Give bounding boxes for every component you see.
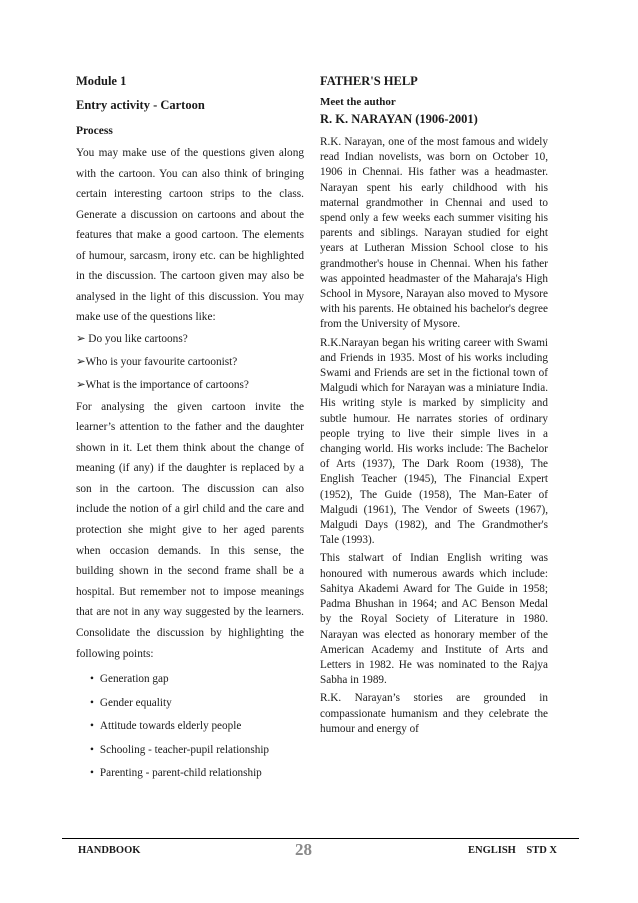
point-item: • Attitude towards elderly people xyxy=(90,715,304,739)
point-item: • Schooling - teacher-pupil relationship xyxy=(90,739,304,763)
awards-paragraph: This stalwart of Indian English writing was honoured with numerous awards which include: Sahitya Akademi Award for The Guide in 1958; Padma Bhushan in 1964; and AC Benson Medal by the Royal Society of Literature in 1980. Narayan was elected as honorary member of the American Academy and Institute of Arts and Letters in 1982. He was nominated to the Rajya Sabha in 1989. xyxy=(320,552,548,687)
page-number: 28 xyxy=(295,840,312,859)
footer-handbook: HANDBOOK xyxy=(78,845,141,856)
point-item: • Parenting - parent-child relationship xyxy=(90,762,304,786)
author-bio-paragraph: R.K. Narayan, one of the most famous and widely read Indian novelists, was born on October 10, 1906 in Chennai. His father was a headmaster. Narayan spent his early childhood with his maternal grandmother in Chennai and used to spend only a few weeks each summer visiting his parents and siblings. Narayan studied for eight years at Lutheran Mission School close to his grandmother's house in Chennai. When his father was appointed headmaster of the Maharaja's High School in Mysore, Narayan also moved to Mysore with his parents. He obtained his bachelor's degree from the University of Mysore. xyxy=(320,136,548,331)
question-item: ➢Who is your favourite cartoonist? xyxy=(76,355,238,368)
question-item: ➢ Do you like cartoons? xyxy=(76,332,188,345)
footer-divider xyxy=(62,838,579,839)
process-heading: Process xyxy=(76,125,113,137)
question-list xyxy=(76,328,304,397)
career-paragraph: R.K.Narayan began his writing career with Swami and Friends in 1935. Most of his works including Swami and Friends are set in the fictional town of Malgudi which for Narayan was a miniature India. His writing style is marked by simplicity and subtle humour. He narrates stories of ordinary people trying to live their simple lives in a changing world. His works include: The Bachelor of Arts (1937), The Dark Room (1938), The English Teacher (1945), The Financial Expert (1952), The Guide (1958), The Man-Eater of Malgudi (1961), The Vendor of Sweets (1967), Malgudi Days (1982), and The Grandmother's Tale (1993). xyxy=(320,336,548,547)
left-column xyxy=(76,74,304,786)
right-column xyxy=(320,74,548,737)
point-item: • Gender equality xyxy=(90,692,304,716)
author-name: R. K. NARAYAN (1906-2001) xyxy=(320,112,478,126)
question-item: ➢What is the importance of cartoons? xyxy=(76,378,249,391)
points-list xyxy=(76,668,304,786)
analysis-paragraph: For analysing the given cartoon invite the learner’s attention to the father and the daughter shown in it. Let them think about the change of meaning (if any) if the daughter is replaced by a son in the cartoon. The discussion can also include the notion of a girl child and the care and protection she might give to her aged parents when occasion demands. In this sense, the building shown in the second frame shall be a hospital. But remember not to impose meanings that are not in any way suggested by the learners. Consolidate the discussion by highlighting the following points: xyxy=(76,400,304,660)
point-item: • Generation gap xyxy=(90,668,304,692)
process-paragraph: You may make use of the questions given along with the cartoon. You can also think of bringing certain interesting cartoon strips to the class. Generate a discussion on cartoons and about the features that make a good cartoon. The elements of humour, sarcasm, irony etc. can be highlighted in the discussion. The cartoon given may also be analysed in the light of this discussion. You may make use of the questions like: xyxy=(76,147,304,323)
module-heading: Module 1 xyxy=(76,74,127,88)
entry-activity-heading: Entry activity - Cartoon xyxy=(76,98,205,112)
meet-author-heading: Meet the author xyxy=(320,96,396,108)
stories-paragraph: R.K. Narayan’s stories are grounded in compassionate humanism and they celebrate the humour and energy of xyxy=(320,692,548,735)
lesson-title: FATHER'S HELP xyxy=(320,74,418,88)
footer-subject: ENGLISH STD X xyxy=(468,845,557,856)
